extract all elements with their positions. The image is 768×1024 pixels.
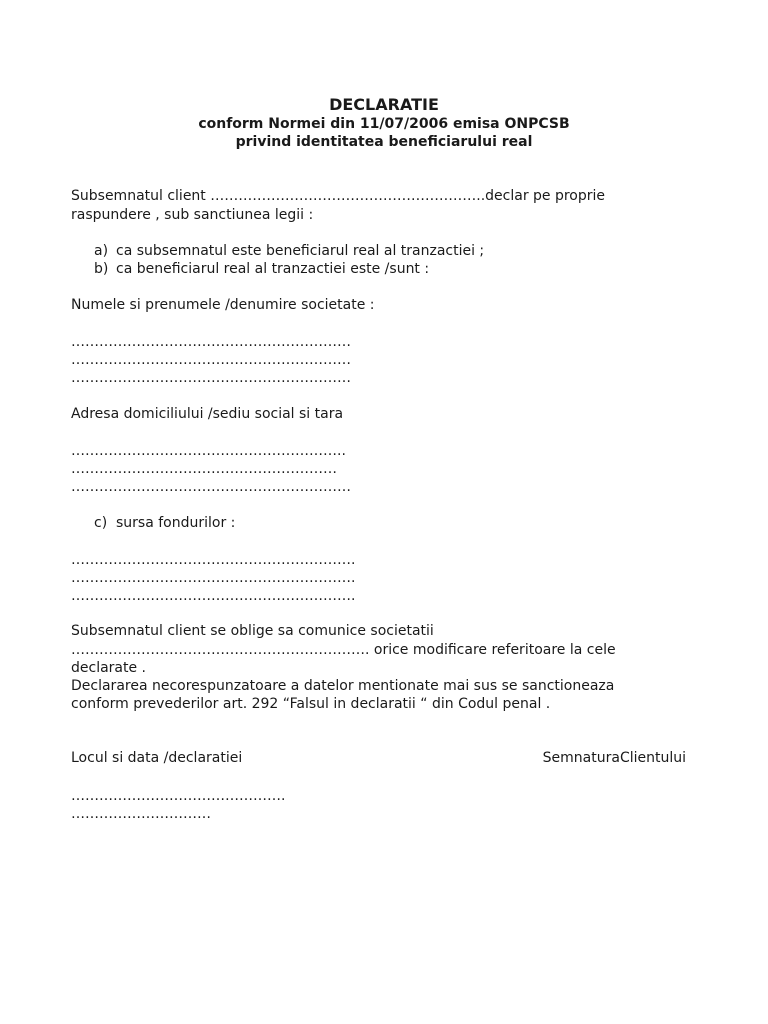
- obligation-line: declarate .: [71, 660, 147, 676]
- fill-line: ……………………………………………………: [71, 334, 351, 350]
- intro-line: Subsemnatul client …………………………………………………..declar pe proprie: [71, 188, 606, 204]
- document-subtitle-purpose: privind identitatea beneficiarului real: [235, 134, 533, 150]
- sanction-line: Declararea necorespunzatoare a datelor mentionate mai sus se sanctioneaza: [71, 678, 615, 694]
- document-subtitle-norm: conform Normei din 11/07/2006 emisa ONPCSB: [198, 116, 570, 132]
- signature-label: SemnaturaClientului: [542, 750, 686, 766]
- list-marker: b): [94, 261, 109, 277]
- list-item-text: sursa fondurilor :: [116, 515, 236, 531]
- list-item-text: ca beneficiarul real al tranzactiei este /sunt :: [116, 261, 430, 277]
- list-item-b: [94, 260, 429, 278]
- fill-line: …………………………………………………….: [71, 570, 356, 586]
- sanction-line: conform prevederilor art. 292 “Falsul in declaratii “ din Codul penal .: [71, 696, 551, 712]
- fill-line: ……………………………………………………: [71, 352, 351, 368]
- obligation-line: Subsemnatul client se oblige sa comunice societatii: [71, 623, 434, 639]
- list-item-text: ca subsemnatul este beneficiarul real al tranzactiei ;: [116, 243, 485, 259]
- place-date-label: Locul si data /declaratiei: [71, 750, 243, 766]
- obligation-line: ………………………………………………………. orice modificare referitoare la cele: [71, 642, 616, 658]
- list-item-c: [94, 514, 235, 532]
- list-marker: a): [94, 243, 109, 259]
- list-item-a: [94, 242, 484, 260]
- fill-line: …………………………: [71, 806, 211, 822]
- fill-line: …………………………………………………….: [71, 552, 356, 568]
- document-title: DECLARATIE: [329, 95, 439, 114]
- name-label: Numele si prenumele /denumire societate :: [71, 297, 375, 313]
- fill-line: …………………………………………………: [71, 461, 337, 477]
- intro-line: raspundere , sub sanctiunea legii :: [71, 207, 314, 223]
- list-marker: c): [94, 515, 108, 531]
- fill-line: …………………………………………………..: [71, 443, 346, 459]
- fill-line: ……………………………………………………: [71, 479, 351, 495]
- address-label: Adresa domiciliului /sediu social si tara: [71, 406, 344, 422]
- fill-line: …………………………………………………….: [71, 588, 356, 604]
- fill-line: ……………………………………….: [71, 788, 286, 804]
- fill-line: ……………………………………………………: [71, 370, 351, 386]
